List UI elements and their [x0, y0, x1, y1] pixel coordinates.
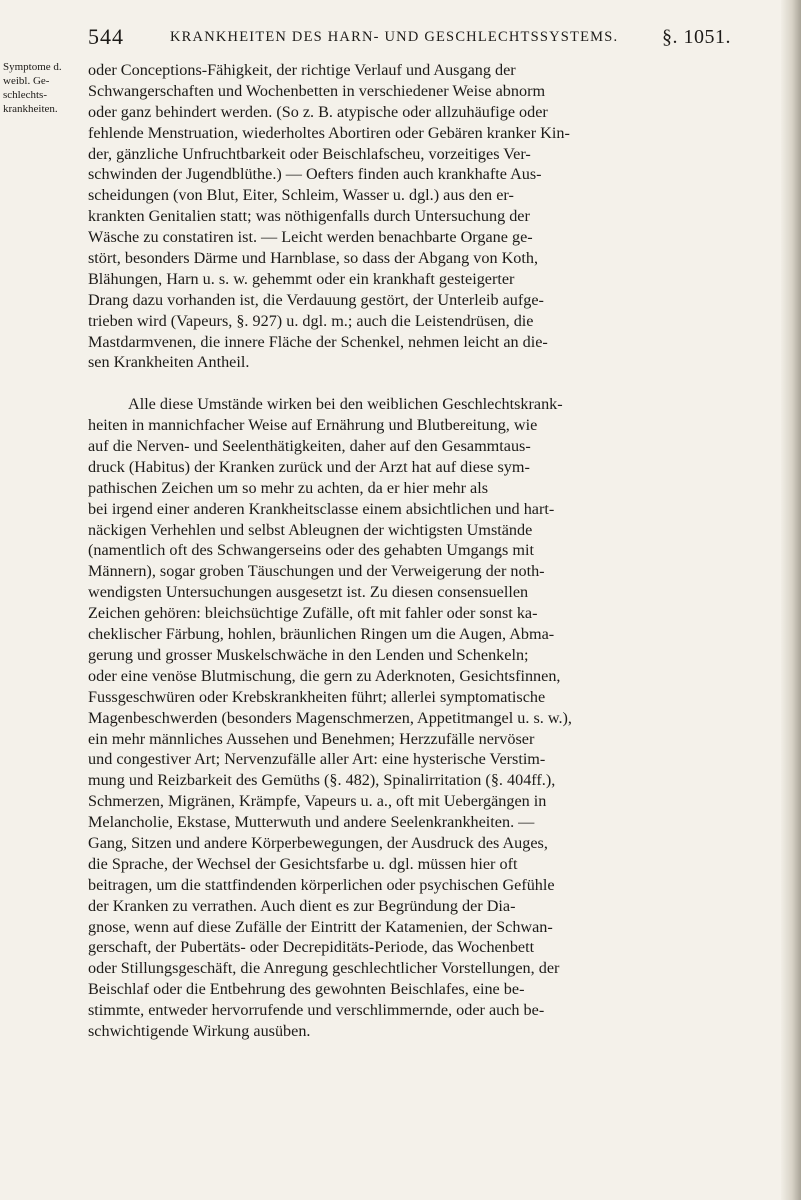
- text-line: stört, besonders Därme und Harnblase, so dass der Abgang von Koth,: [88, 249, 539, 268]
- text-line: auf die Nerven- und Seelenthätigkeiten, daher auf den Gesammtaus-: [88, 437, 531, 456]
- margin-note-line: krankheiten.: [3, 103, 58, 115]
- text-line: Melancholie, Ekstase, Mutterwuth und andere Seelenkrankheiten. —: [88, 813, 535, 832]
- text-line: oder eine venöse Blutmischung, die gern zu Aderknoten, Gesichtsfinnen,: [88, 666, 561, 685]
- text-line: trieben wird (Vapeurs, §. 927) u. dgl. m.; auch die Leistendrüsen, die: [88, 311, 534, 330]
- page-header: [88, 24, 778, 58]
- text-line: fehlende Menstruation, wiederholtes Abortiren oder Gebären kranker Kin-: [88, 123, 570, 142]
- text-line: und congestiver Art; Nervenzufälle aller Art: eine hysterische Verstim-: [88, 750, 546, 769]
- text-line: Fussgeschwüren oder Krebskrankheiten führt; allerlei symptomatische: [88, 687, 546, 706]
- text-line: Mastdarmvenen, die innere Fläche der Schenkel, nehmen leicht an die-: [88, 332, 548, 351]
- margin-note-line: schlechts-: [3, 89, 47, 101]
- text-line: oder Conceptions-Fähigkeit, der richtige Verlauf und Ausgang der: [88, 61, 516, 79]
- text-line: der Kranken zu verrathen. Auch dient es zur Begründung der Dia-: [88, 896, 516, 915]
- margin-note-line: weibl. Ge-: [3, 75, 50, 87]
- text-line: Drang dazu vorhanden ist, die Verdauung gestört, der Unterleib aufge-: [88, 290, 544, 309]
- text-line: heiten in mannichfacher Weise auf Ernährung und Blutbereitung, wie: [88, 416, 538, 435]
- text-line: bei irgend einer anderen Krankheitsclasse einem absichtlichen und hart-: [88, 499, 555, 518]
- page-number: 544: [88, 24, 124, 49]
- text-line: Alle diese Umstände wirken bei den weiblichen Geschlechtskrank-: [128, 395, 563, 414]
- running-title: KRANKHEITEN DES HARN- UND GESCHLECHTSSYSTEMS.: [170, 29, 619, 45]
- text-line: Gang, Sitzen und andere Körperbewegungen, der Ausdruck des Auges,: [88, 833, 548, 852]
- text-line: Magenbeschwerden (besonders Magenschmerzen, Appetitmangel u. s. w.),: [88, 708, 572, 727]
- margin-note: [3, 60, 83, 116]
- text-line: die Sprache, der Wechsel der Gesichtsfarbe u. dgl. müssen hier oft: [88, 854, 518, 873]
- text-line: beitragen, um die stattfindenden körperlichen oder psychischen Gefühle: [88, 875, 555, 894]
- text-line: oder ganz behindert werden. (So z. B. atypische oder allzuhäufige oder: [88, 102, 548, 121]
- text-line: ein mehr männliches Aussehen und Benehmen; Herzzufälle nervöser: [88, 729, 535, 748]
- text-line: schwinden der Jugendblüthe.) — Oefters finden auch krankhafte Aus-: [88, 165, 542, 184]
- text-line: Schmerzen, Migränen, Krämpfe, Vapeurs u. a., oft mit Uebergängen in: [88, 792, 547, 811]
- page-body: [88, 60, 773, 1042]
- text-line: mung und Reizbarkeit des Gemüths (§. 482), Spinalirritation (§. 404ff.),: [88, 771, 556, 790]
- text-line: krankten Genitalien statt; was nöthigenfalls durch Untersuchung der: [88, 207, 530, 226]
- text-line: näckigen Verhehlen und selbst Ableugnen der wichtigsten Umstände: [88, 520, 533, 539]
- paragraph-1: [88, 60, 773, 373]
- text-line: cheklischer Färbung, hohlen, bräunlichen Ringen um die Augen, Abma-: [88, 625, 555, 644]
- text-line: oder Stillungsgeschäft, die Anregung geschlechtlicher Vorstellungen, der: [88, 959, 560, 978]
- paragraph-2: [88, 394, 773, 1042]
- text-line: stimmte, entweder hervorrufende und verschlimmernde, oder auch be-: [88, 1001, 545, 1020]
- text-line: Beischlaf oder die Entbehrung des gewohnten Beischlafes, eine be-: [88, 980, 525, 999]
- text-line: Blähungen, Harn u. s. w. gehemmt oder ein krankhaft gesteigerter: [88, 269, 515, 288]
- text-line: wendigsten Untersuchungen ausgesetzt ist. Zu diesen consensuellen: [88, 583, 529, 602]
- text-line: scheidungen (von Blut, Eiter, Schleim, Wasser u. dgl.) aus den er-: [88, 186, 514, 205]
- text-line: (namentlich oft des Schwangerseins oder des gehabten Umgangs mit: [88, 541, 534, 560]
- text-line: Wäsche zu constatiren ist. — Leicht werden benachbarte Organe ge-: [88, 228, 533, 247]
- text-line: Zeichen gehören: bleichsüchtige Zufälle, oft mit fahler oder sonst ka-: [88, 604, 538, 623]
- section-number: §. 1051.: [662, 26, 731, 48]
- text-line: druck (Habitus) der Kranken zurück und der Arzt hat auf diese sym-: [88, 457, 530, 476]
- text-line: Männern), sogar groben Täuschungen und der Verweigerung der noth-: [88, 562, 545, 581]
- text-line: schwichtigende Wirkung ausüben.: [88, 1021, 311, 1040]
- text-line: sen Krankheiten Antheil.: [88, 353, 250, 372]
- text-line: pathischen Zeichen um so mehr zu achten, da er hier mehr als: [88, 478, 489, 497]
- text-line: gerung und grosser Muskelschwäche in den Lenden und Schenkeln;: [88, 645, 529, 664]
- paragraph-gap: [88, 373, 773, 394]
- text-line: gnose, wenn auf diese Zufälle der Eintritt der Katamenien, der Schwan-: [88, 917, 553, 936]
- page-edge-shadow: [781, 0, 801, 1200]
- text-line: Schwangerschaften und Wochenbetten in verschiedener Weise abnorm: [88, 81, 546, 100]
- text-line: gerschaft, der Pubertäts- oder Decrepiditäts-Periode, das Wochenbett: [88, 938, 535, 957]
- margin-note-line: Symptome d.: [3, 61, 62, 73]
- text-line: der, gänzliche Unfruchtbarkeit oder Beischlafscheu, vorzeitiges Ver-: [88, 144, 531, 163]
